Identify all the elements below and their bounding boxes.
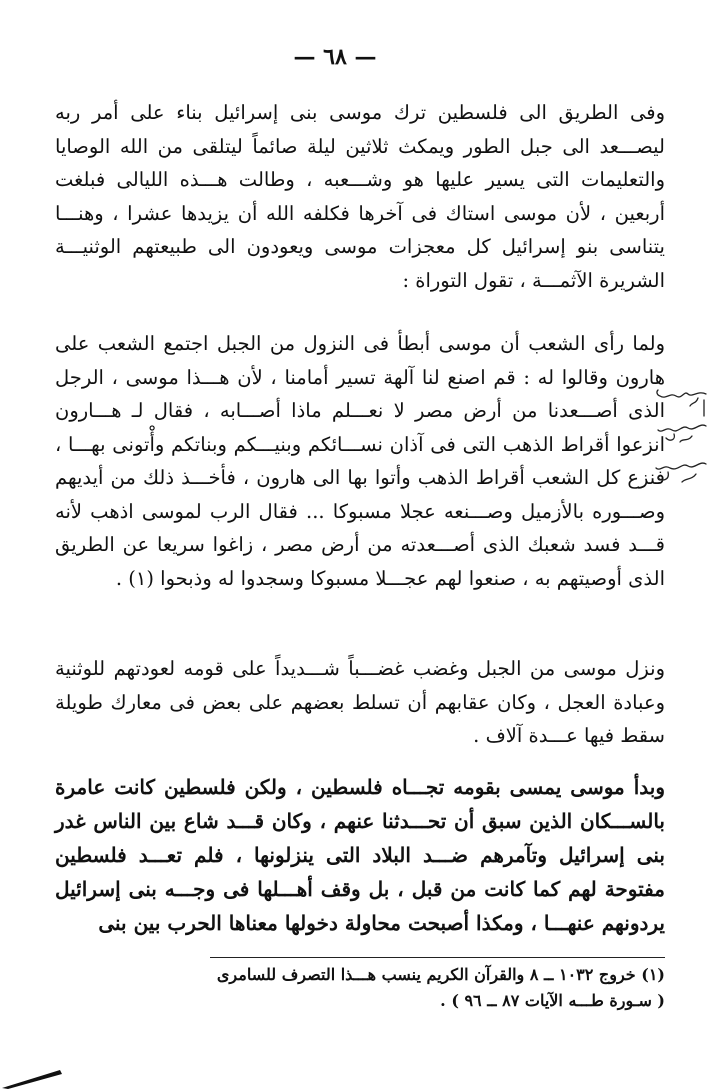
- corner-mark: [0, 1064, 80, 1089]
- paragraph-3: ونزل موسى من الجبل وغضب غضـــباً شـــديداً على قومه لعودتهم للوثنية وعبادة العجل ، وكان عقابهم أن تسلط بعضهم على بعض فى معارك طويلة سقط فيها عـــدة آلاف .: [55, 657, 665, 747]
- paragraph-1: وفى الطريق الى فلسطين ترك موسى بنى إسرائيل بناء على أمر ربه ليصـــعد الى جبل الطور ويمكث ثلاثين ليلة صائماً ليتلقى من الله الوصايا والتعليمات التى يسير عليها هو وشـــعبه ، وطالت هـــذه الليالى فبلغت أربعين ، لأن موسى استاك فى آخرها فكلفه الله أن يزيدها عشرا ، وهنـــا يتناسى بنو إسرائيل كل معجزات موسى ويعودون الى طبيعتهم الوثنيـــة الشريرة الآثمـــة ، تقول التوراة :: [55, 101, 665, 292]
- paragraph-4: وبدأ موسى يمسى بقومه تجـــاه فلسطين ، ولكن فلسطين كانت عامرة بالســـكان الذين سبق أن تحـــدثنا عنهم ، وكان قـــد شاع بين الناس غدر بنى إسرائيل وتآمرهم ضـــد البلاد التى ينزلونها ، فلم تعـــد فلسطين مفتوحة لهم كما كانت من قبل ، بل وقف أهـــلها فى وجـــه بنى إسرائيل يردونهم عنهـــا ، ومكذا أصبحت محاولة دخولها معناها الحرب بين بنى: [55, 775, 665, 935]
- page-number: — ٦٨ —: [293, 44, 377, 70]
- handwritten-margin-note: [652, 386, 710, 496]
- footnote-divider: [210, 957, 665, 958]
- footnote-line-2: ( سـورة طـــه الآيات ٨٧ ــ ٩٦ ) .: [440, 991, 665, 1010]
- paragraph-2: ولما رأى الشعب أن موسى أبطأ فى النزول من الجبل اجتمع الشعب على هارون وقالوا له : قم اصنع لنا آلهة تسير أمامنا ، لأن هـــذا موسى ، الرجل الذى أصـــعدنا من أرض مصر لا نعـــلم ماذا أصـــابه ، فقال لـ هـــارون انزعوا أقراط الذهب التى فى آذان نســـائكم وبنيـــكم وبناتكم وأْتونى بهـــا ، فنزع كل الشعب أقراط الذهب وأتوا بها الى هارون ، فأخـــذ ذلك من أيديهم وصـــوره بالأزميل وصـــنعه عجلا مسبوكا ... فقال الرب لموسى اذهب لأنه قـــد فسد شعبك الذى أصـــعدته من أرض مصر ، زاغوا سريعا عن الطريق الذى أوصيتهم به ، صنعوا لهم عجـــلا مسبوكا وسجدوا له وذبحوا (١) .: [55, 332, 665, 590]
- footnotes: [210, 962, 665, 1014]
- footnote-line-1: (١) خروج ١٠٣٢ ــ ٨ والقرآن الكريم ينسب هـــذا التصرف للسامرى: [216, 965, 665, 984]
